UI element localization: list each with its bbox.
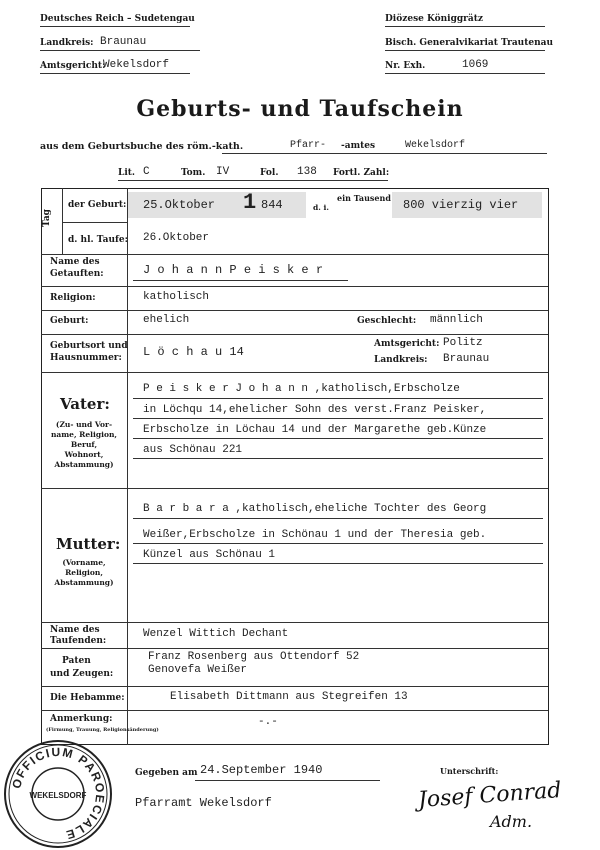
pfarramt: Pfarramt Wekelsdorf: [135, 796, 272, 810]
unterschrift-label: Unterschrift:: [440, 766, 499, 776]
fol-value: 138: [297, 166, 317, 178]
geburt-value: 25.Oktober: [143, 198, 216, 212]
name-label-2: Getauften:: [50, 269, 104, 279]
tom-label: Tom.: [181, 168, 206, 178]
ort-value: L ö c h a u 14: [143, 345, 244, 359]
gegeben-label: Gegeben am: [135, 768, 198, 778]
tausend-rest: 844: [261, 198, 283, 212]
geburt2-value: ehelich: [143, 314, 190, 326]
vater-desc-0: (Zu- und Vor-: [55, 420, 113, 429]
vater-line-0: P e i s k e r J o h a n n ,katholisch,Erbscholze: [143, 383, 460, 395]
header-landkreis-value: Braunau: [100, 36, 147, 48]
vater-label: Vater:: [60, 395, 110, 413]
paten-label-2: und Zeugen:: [50, 669, 114, 679]
geburt-label: der Geburt:: [68, 200, 127, 210]
mutter-desc-0: (Vorname,: [62, 558, 106, 567]
header-landkreis-label: Landkreis:: [40, 38, 94, 48]
name-value: J o h a n n P e i s k e r: [143, 263, 324, 277]
landkreis-label: Landkreis:: [374, 355, 428, 365]
header-state: Deutsches Reich – Sudetengau: [40, 14, 195, 24]
page-title: Geburts- und Taufschein: [136, 96, 464, 122]
paten-line-1: Genovefa Weißer: [148, 664, 248, 676]
anmerkung-label: Anmerkung:: [50, 714, 113, 724]
seal-text: OFFICIUM PAROECIALE: [9, 744, 108, 843]
lit-value: C: [143, 166, 150, 178]
amtsgericht-value: Politz: [443, 337, 483, 349]
religion-value: katholisch: [143, 291, 210, 303]
geschlecht-value: männlich: [430, 314, 483, 326]
seal-center: WEKELSDORF: [29, 791, 87, 800]
taufender-label-2: Taufenden:: [50, 636, 107, 646]
parish-seal: [2, 738, 114, 850]
paten-line-0: Franz Rosenberg aus Ottendorf 52: [148, 651, 360, 663]
signature-adm: Adm.: [490, 812, 533, 831]
mutter-label: Mutter:: [56, 535, 121, 553]
amtsgericht-label: Amtsgericht:: [374, 339, 440, 349]
geschlecht-label: Geschlecht:: [357, 316, 417, 326]
anmerkung-desc: (Firmung, Trauung, Religionsänderung): [46, 727, 159, 733]
taufender-value: Wenzel Wittich Dechant: [143, 628, 289, 640]
tom-value: IV: [216, 166, 230, 178]
header-vikariat: Bisch. Generalvikariat Trautenau: [385, 38, 554, 48]
vater-line-3: aus Schönau 221: [143, 444, 243, 456]
signature-name: Josef Conrad: [417, 778, 563, 813]
name-label-1: Name des: [50, 257, 100, 267]
tag-label: Tag: [41, 209, 52, 227]
vater-desc-2: Beruf,: [70, 440, 98, 449]
subtitle-prefix: aus dem Geburtsbuche des röm.-kath.: [40, 141, 244, 152]
hebamme-label: Die Hebamme:: [50, 693, 125, 703]
tausend-digit: 1: [243, 190, 257, 215]
mutter-line-0: B a r b a r a ,katholisch,eheliche Tochter des Georg: [143, 503, 487, 515]
header-exh-label: Nr. Exh.: [385, 61, 426, 71]
header-exh-value: 1069: [462, 59, 489, 71]
vater-line-1: in Löchqu 14,ehelicher Sohn des verst.Franz Peisker,: [143, 404, 487, 416]
subtitle-amtes: -amtes: [341, 141, 376, 151]
mutter-line-2: Künzel aus Schönau 1: [143, 549, 276, 561]
ort-label-1: Geburtsort und: [50, 341, 128, 351]
taufe-value: 26.Oktober: [143, 232, 210, 244]
di-label: d. i.: [313, 203, 329, 212]
religion-label: Religion:: [50, 293, 96, 303]
vater-desc-4: Abstammung): [54, 460, 114, 469]
gegeben-value: 24.September 1940: [200, 763, 323, 777]
landkreis-value: Braunau: [443, 353, 490, 365]
taufender-label-1: Name des: [50, 625, 100, 635]
ein-tausend: ein Tausend: [337, 193, 391, 203]
subtitle-pfarr: Pfarr-: [290, 140, 327, 151]
header-amtsgericht-label: Amtsgericht:: [40, 61, 106, 71]
mutter-desc-2: Abstammung): [54, 578, 114, 587]
geburt2-label: Geburt:: [50, 316, 89, 326]
taufe-label: d. hl. Taufe:: [68, 235, 128, 245]
lit-label: Lit.: [118, 168, 136, 178]
subtitle-parish: Wekelsdorf: [405, 140, 466, 151]
header-amtsgericht-value: Wekelsdorf: [103, 59, 170, 71]
header-diocese: Diözese Königgrätz: [385, 14, 484, 24]
vater-line-2: Erbscholze in Löchau 14 und der Margarethe geb.Künze: [143, 424, 487, 436]
hebamme-value: Elisabeth Dittmann aus Stegreifen 13: [170, 691, 408, 703]
ort-label-2: Hausnummer:: [50, 353, 122, 363]
vater-desc-1: name, Religion,: [50, 430, 118, 439]
geburt-words: 800 vierzig vier: [403, 198, 519, 212]
anmerkung-value: -.-: [258, 716, 278, 728]
mutter-desc-1: Religion,: [65, 568, 103, 577]
paten-label-1: Paten: [62, 656, 91, 666]
fortl-label: Fortl. Zahl:: [333, 168, 390, 178]
mutter-line-1: Weißer,Erbscholze in Schönau 1 und der Theresia geb.: [143, 529, 487, 541]
fol-label: Fol.: [260, 168, 279, 178]
vater-desc-3: Wohnort,: [64, 450, 104, 459]
